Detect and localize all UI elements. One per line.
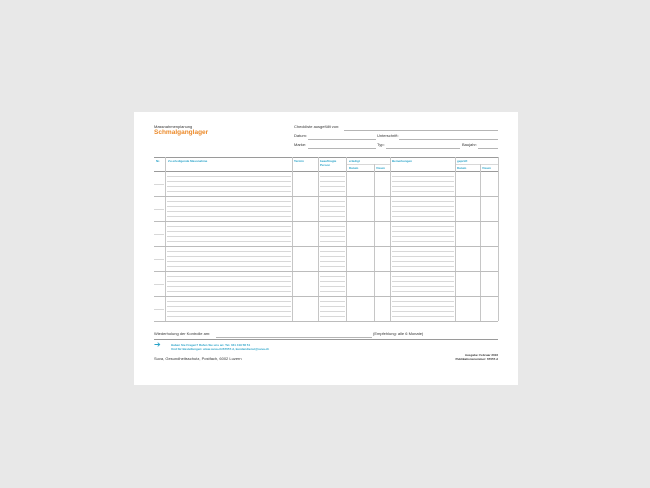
subheader-checked-date: Datum (457, 165, 467, 170)
row-writing-line[interactable] (167, 251, 291, 252)
row-writing-line[interactable] (167, 301, 291, 302)
header-checked: geprüft (457, 158, 468, 163)
row-writing-line[interactable] (392, 276, 454, 277)
row-writing-line[interactable] (320, 276, 345, 277)
row-writing-line[interactable] (167, 206, 291, 207)
row-writing-line[interactable] (392, 181, 454, 182)
row-writing-line[interactable] (167, 176, 291, 177)
row-writing-line[interactable] (320, 286, 345, 287)
row-writing-line[interactable] (167, 216, 291, 217)
repeat-check-line[interactable] (216, 337, 372, 338)
row-writing-line[interactable] (167, 281, 291, 282)
row-writing-line[interactable] (320, 311, 345, 312)
col-divider (480, 164, 481, 321)
row-writing-line[interactable] (167, 316, 291, 317)
row-writing-line[interactable] (320, 216, 345, 217)
row-writing-line[interactable] (392, 291, 454, 292)
row-divider (154, 271, 498, 272)
footer-divider (154, 339, 498, 340)
order-number: Publikationsnummer: 67057.d (455, 357, 498, 361)
row-writing-line[interactable] (320, 191, 345, 192)
row-writing-line[interactable] (320, 306, 345, 307)
row-writing-line[interactable] (392, 176, 454, 177)
subheader-done-date: Datum (349, 165, 359, 170)
row-writing-line[interactable] (167, 286, 291, 287)
row-divider (154, 246, 498, 247)
arrow-right-icon: ➔ (154, 340, 161, 349)
contact-line2[interactable]: Und für Bestellungen: www.suva.ch/67057.d, kundendienst@suva.ch (171, 347, 270, 351)
header-measure: Zu erledigende Massnahme (168, 158, 208, 163)
row-writing-line[interactable] (392, 311, 454, 312)
col-divider (498, 157, 499, 321)
checklist-sheet (134, 112, 518, 385)
header-person: beauftragte Person (320, 158, 337, 167)
row-number-line (154, 184, 164, 185)
year-line[interactable] (478, 148, 498, 149)
row-writing-line[interactable] (167, 226, 291, 227)
row-writing-line[interactable] (320, 291, 345, 292)
row-writing-line[interactable] (320, 251, 345, 252)
row-writing-line[interactable] (167, 256, 291, 257)
row-writing-line[interactable] (320, 186, 345, 187)
row-divider (154, 321, 498, 322)
year-label: Baujahr: (462, 142, 477, 147)
brand-label: Marke: (294, 142, 307, 147)
row-writing-line[interactable] (320, 226, 345, 227)
header-deadline: Termin (294, 158, 304, 163)
filled-by-label: Checkliste ausgefüllt von: (294, 124, 340, 129)
signature-line[interactable] (399, 139, 498, 140)
row-writing-line[interactable] (392, 251, 454, 252)
row-writing-line[interactable] (392, 316, 454, 317)
row-writing-line[interactable] (167, 231, 291, 232)
row-writing-line[interactable] (392, 301, 454, 302)
row-writing-line[interactable] (392, 306, 454, 307)
document-title: Schmalganglager (154, 129, 209, 136)
date-label: Datum: (294, 133, 307, 138)
filled-by-line[interactable] (344, 130, 498, 131)
row-writing-line[interactable] (392, 231, 454, 232)
header-done: erledigt (349, 158, 360, 163)
row-writing-line[interactable] (320, 176, 345, 177)
row-writing-line[interactable] (392, 236, 454, 237)
row-number-line (154, 234, 164, 235)
type-line[interactable] (386, 148, 460, 149)
row-number-line (154, 284, 164, 285)
header-nr: Nr. (156, 158, 161, 163)
row-writing-line[interactable] (167, 191, 291, 192)
row-writing-line[interactable] (320, 241, 345, 242)
row-writing-line[interactable] (167, 181, 291, 182)
signature-label: Unterschrift: (377, 133, 399, 138)
row-writing-line[interactable] (392, 186, 454, 187)
row-writing-line[interactable] (392, 281, 454, 282)
publisher-address: Suva, Gesundheitsschutz, Postfach, 6002 Luzern (154, 356, 242, 361)
row-writing-line[interactable] (167, 241, 291, 242)
col-divider (374, 164, 375, 321)
row-writing-line[interactable] (167, 311, 291, 312)
header-remarks: Bemerkungen (392, 158, 413, 163)
row-writing-line[interactable] (320, 236, 345, 237)
row-writing-line[interactable] (167, 211, 291, 212)
contact-line1: Haben Sie Fragen? Rufen Sie uns an: Tel. 041 419 58 51 (171, 343, 251, 347)
row-writing-line[interactable] (320, 316, 345, 317)
row-writing-line[interactable] (320, 211, 345, 212)
row-writing-line[interactable] (320, 181, 345, 182)
row-writing-line[interactable] (167, 306, 291, 307)
repeat-check-label: Wiederholung der Kontrolle am: (154, 331, 211, 336)
recommendation-note: (Empfehlung: alle 6 Monate) (373, 331, 424, 336)
row-number-line (154, 259, 164, 260)
row-writing-line[interactable] (392, 256, 454, 257)
measures-table (154, 157, 498, 321)
row-writing-line[interactable] (392, 211, 454, 212)
row-writing-line[interactable] (167, 266, 291, 267)
type-label: Typ: (377, 142, 385, 147)
row-writing-line[interactable] (320, 206, 345, 207)
row-writing-line[interactable] (167, 201, 291, 202)
subheader-checked-visa: Visum (482, 165, 491, 170)
row-writing-line[interactable] (392, 226, 454, 227)
row-writing-line[interactable] (392, 216, 454, 217)
row-writing-line[interactable] (320, 281, 345, 282)
row-writing-line[interactable] (320, 201, 345, 202)
row-writing-line[interactable] (167, 236, 291, 237)
row-number-line (154, 309, 164, 310)
row-divider (154, 221, 498, 222)
row-divider (154, 196, 498, 197)
row-writing-line[interactable] (320, 231, 345, 232)
row-writing-line[interactable] (392, 241, 454, 242)
document-subtitle: Massnahmenplanung (154, 124, 193, 129)
row-writing-line[interactable] (167, 186, 291, 187)
row-writing-line[interactable] (392, 206, 454, 207)
row-writing-line[interactable] (320, 301, 345, 302)
row-writing-line[interactable] (392, 201, 454, 202)
row-writing-line[interactable] (320, 266, 345, 267)
row-writing-line[interactable] (167, 261, 291, 262)
row-writing-line[interactable] (392, 191, 454, 192)
brand-line[interactable] (308, 148, 376, 149)
row-writing-line[interactable] (167, 276, 291, 277)
edition-label: Ausgabe: Februar 2016 (464, 353, 498, 357)
row-divider (154, 296, 498, 297)
row-writing-line[interactable] (167, 291, 291, 292)
row-writing-line[interactable] (392, 266, 454, 267)
row-writing-line[interactable] (392, 286, 454, 287)
row-number-line (154, 209, 164, 210)
row-writing-line[interactable] (320, 261, 345, 262)
subheader-done-visa: Visum (376, 165, 385, 170)
row-writing-line[interactable] (320, 256, 345, 257)
date-line[interactable] (308, 139, 376, 140)
row-writing-line[interactable] (392, 261, 454, 262)
header-bottom-border (154, 171, 498, 172)
